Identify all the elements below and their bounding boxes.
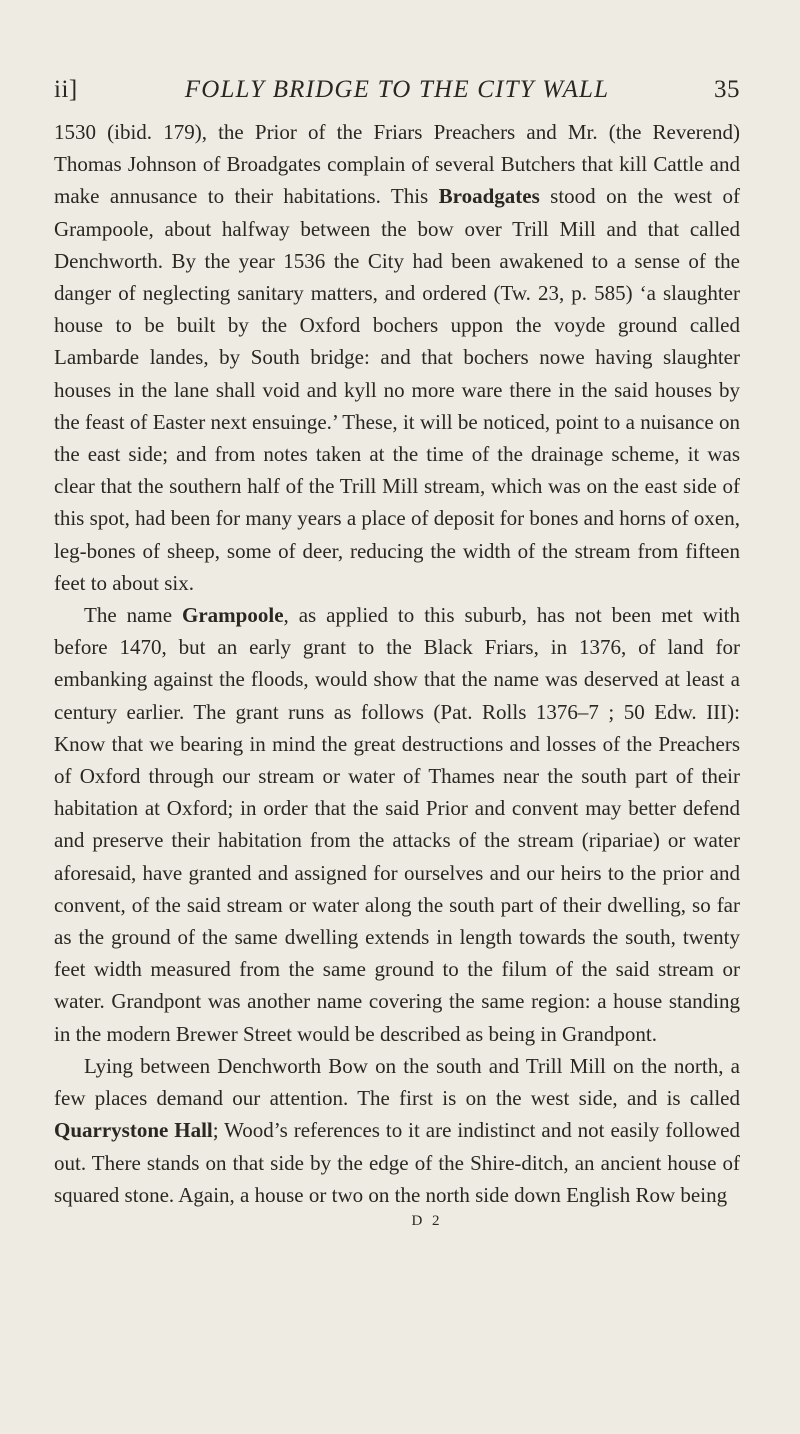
signature-mark: D 2 bbox=[411, 1212, 443, 1229]
page-number: 35 bbox=[714, 76, 740, 103]
text-run: stood on the west of Grampoole, about halfway between the bow over Trill Mill and that called Denchworth. By the year 1536 the City had been awakened to a sense of the danger of neglecting sanitary matters, and ordered (Tw. 23, p. 585) ‘a slaughter house to be built by the Oxford bochers uppon the voyde ground called Lambarde landes, by South bridge: and that bochers nowe having slaughter houses in the lane shall void and kyll no more ware there in the said houses by the feast of Easter next ensuinge.’ These, it will be noticed, point to a nuisance on the east side; and from notes taken at the time of the drainage scheme, it was clear that the southern half of the Trill Mill stream, which was on the east side of this spot, had been for many years a place of deposit for bones and horns of oxen, leg-bones of sheep, some of deer, reducing the width of the stream from fifteen feet to about six. bbox=[54, 184, 740, 595]
chapter-number: ii] bbox=[54, 76, 78, 103]
paragraph bbox=[54, 116, 740, 599]
running-title: FOLLY BRIDGE TO THE CITY WALL bbox=[184, 76, 610, 103]
body-text bbox=[54, 116, 740, 1211]
text-run: Lying between Denchworth Bow on the south and Trill Mill on the north, a few places demand our attention. The first is on the west side, and is called bbox=[54, 1053, 740, 1111]
paragraph bbox=[54, 1050, 740, 1211]
text-run: 1530 (ibid. 179), the Prior of the Friars Preachers and Mr. (the Reverend) Thomas Johnson of Broadgates complain of several Butchers that kill Cattle and make annusance to their habitations. This bbox=[54, 120, 740, 209]
bold-term: Grampoole bbox=[182, 603, 284, 628]
running-head bbox=[54, 70, 740, 110]
text-run: ; Wood’s references to it are indistinct and not easily followed out. There stands on that side by the edge of the Shire-ditch, an ancient house of squared stone. Again, a house or two on the north side down English Row being bbox=[54, 1118, 741, 1207]
bold-term: Quarrystone Hall bbox=[54, 1118, 213, 1143]
bold-term: Broadgates bbox=[438, 184, 540, 209]
text-run: The name bbox=[84, 603, 183, 628]
paragraph bbox=[54, 599, 740, 1050]
text-run: , as applied to this suburb, has not been met with before 1470, but an early grant to the Black Friars, in 1376, of land for embanking against the floods, would show that the name was deserved at least a century earlier. The grant runs as follows (Pat. Rolls 1376–7 ; 50 Edw. III): Know that we bearing in mind the great destructions and losses of the Preachers of Oxford through our stream or water of Thames near the south part of their habitation at Oxford; in order that the said Prior and convent may better defend and preserve their habitation from the attacks of the stream (ripariae) or water aforesaid, have granted and assigned for ourselves and our heirs to the prior and convent, of the said stream or water along the south part of their dwelling, so far as the ground of the same dwelling extends in length towards the south, twenty feet width measured from the same ground to the filum of the said stream or water. Grandpont was another name covering the same region: a house standing in the modern Brewer Street would be described as being in Grandpont. bbox=[54, 603, 740, 1046]
